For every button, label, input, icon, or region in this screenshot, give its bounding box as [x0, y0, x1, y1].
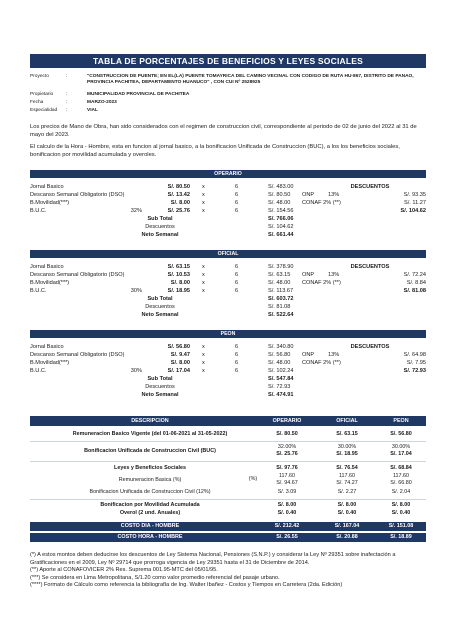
meta-colon: :	[66, 108, 68, 113]
summary-value: S/. 151.08	[388, 523, 414, 529]
footnote: (***) Se considera en Lima Metropolitana, S/1.20 como valor promedio referencial del pasaje urbano.	[30, 574, 280, 581]
cell-value: S/. 766.06	[268, 216, 294, 222]
cell-six: 6	[235, 264, 239, 270]
footnote: (****) Formato de Cálculo como referencia la bibliografía de Ing. Walter Ibañez - Costos y Tiempos en Carretera (2da. Edición)	[30, 582, 343, 589]
summary-row-costo-hora	[30, 533, 426, 542]
section-header: OPERARIO	[30, 170, 426, 178]
cell-value: S/. 661.44	[268, 232, 294, 238]
meta-label: Especialidad	[30, 108, 58, 113]
cell-label: B.Movilidad(***)	[30, 360, 70, 366]
summary-header	[30, 416, 426, 426]
cell-base: S/. 18.95	[167, 288, 190, 294]
cell-r2: DESCUENTOS	[350, 184, 390, 190]
cell-tot: S/. 340.80	[268, 344, 294, 350]
cell-six: 6	[235, 352, 239, 358]
cell-label: B.U.C.	[30, 208, 47, 214]
summary-value: 117.60	[278, 473, 296, 479]
cell-tot: S/. 102.24	[268, 368, 294, 374]
cell-x: x	[202, 200, 205, 206]
summary-label: COSTO DIA - HOMBRE	[120, 523, 180, 529]
cell-base: S/. 56.80	[167, 344, 190, 350]
cell-label: B.U.C.	[30, 288, 47, 294]
section-row	[30, 271, 426, 279]
cell-r1: ONP	[302, 272, 315, 278]
footnote: (*) A estos montos deben deducirse los descuentos de Ley Sistema Nacional, Pensiones (S.N.P.) y considerar la Ley Nº 29351 sobre inafectación a Gratificaciones en el 2009, Ley Nº 29714 que prorroga vigencia de Ley 29351 hasta el 31 de Diciembre de 2014.	[30, 552, 396, 566]
cell-base: S/. 63.15	[167, 264, 190, 270]
percent-marker: (%)	[248, 476, 258, 482]
summary-label: Remuneracion Basica (%)	[118, 477, 182, 483]
cell-base: S/. 8.00	[170, 280, 190, 286]
cell-value: S/. 547.84	[268, 376, 294, 382]
summary-label: Bonificacion Unificada de Construccion Civil (BUC)	[84, 448, 216, 454]
cell-six: 6	[235, 344, 239, 350]
section-header: PEON	[30, 330, 426, 338]
cell-r3: S/. 8.84	[406, 280, 426, 286]
summary-row-costo-dia	[30, 522, 426, 531]
cell-x: x	[202, 344, 205, 350]
summary-value: 117.60	[338, 473, 356, 479]
summary-value: S/. 2.04	[391, 489, 411, 495]
meta-colon: :	[66, 92, 68, 97]
summary-value: S/. 8.00	[391, 502, 411, 508]
cell-label: B.Movilidad(***)	[30, 280, 70, 286]
cell-base: S/. 8.00	[170, 200, 190, 206]
cell-r3: S/. 11.27	[404, 200, 426, 206]
summary-value: S/. 3.09	[277, 489, 297, 495]
footnote: (**) Aporte al CONAFOVICER 2% Res. Suprema 001.95-MTC del 05/01/95.	[30, 567, 218, 574]
cell-x: x	[202, 192, 205, 198]
intro-paragraph: Los precios de Mano de Obra, han sido considerados con el regimen de construccion civil, correspondiente al periodo de 02 de junio del 2022 al 31 de mayo del 2023.	[30, 124, 417, 138]
cell-x: x	[202, 264, 205, 270]
summary-label: Overol (2 und. Anuales)	[119, 510, 181, 516]
summary-label: Remuneracion Basico Vigente (del 01-06-2021 al 31-05-2022)	[72, 431, 228, 437]
section-sub-total	[30, 215, 426, 223]
section-header: OFICIAL	[30, 250, 426, 258]
summary-value: S/. 94.67	[276, 480, 298, 486]
summary-value: S/. 18.89	[390, 534, 412, 540]
summary-value: S/. 76.54	[336, 465, 358, 471]
cell-six: 6	[235, 280, 239, 286]
cell-label: Sub Total	[147, 296, 173, 302]
cell-x: x	[202, 184, 205, 190]
summary-value: 117.60	[392, 473, 410, 479]
cell-base: S/. 25.76	[167, 208, 190, 214]
cell-r3: S/. 64.98	[403, 352, 426, 358]
cell-base: S/. 80.50	[167, 184, 190, 190]
cell-label: Jornal Basico	[30, 184, 64, 190]
cell-pct: 32%	[130, 208, 142, 214]
cell-label: Descanso Semanal Obligatorio (DSO)	[30, 272, 125, 278]
summary-value: S/. 80.50	[276, 431, 298, 437]
cell-label: Descuentos	[145, 384, 175, 390]
cell-x: x	[202, 208, 205, 214]
meta-value: "CONSTRUCCION DE PUENTE; EN EL(LA) PUENTE TOMAYRICA DEL CAMINO VECINAL CON CODIGO DE RUTA HU-867, DISTRITO DE PANAO, PROVINCIA PACHITEA, DEPARTAMENTO HUANUCO" , CON CUI Nº 2528925	[87, 74, 414, 85]
cell-tot: S/. 483.00	[268, 184, 294, 190]
cell-r3: S/. 72.93	[403, 368, 426, 374]
section-sub-total	[30, 295, 426, 303]
cell-x: x	[202, 288, 205, 294]
summary-value: S/. 26.55	[276, 534, 298, 540]
meta-label: Proyecto	[30, 74, 49, 79]
cell-value: S/. 81.08	[268, 304, 291, 310]
cell-label: B.U.C.	[30, 368, 47, 374]
section-row	[30, 191, 426, 199]
summary-value: S/. 20.88	[336, 534, 358, 540]
cell-tot: S/. 80.50	[268, 192, 291, 198]
cell-tot: S/. 48.00	[268, 360, 291, 366]
divider	[30, 499, 426, 500]
section-row	[30, 279, 426, 287]
cell-base: S/. 9.47	[170, 352, 190, 358]
cell-six: 6	[235, 360, 239, 366]
cell-r1: CONAF 2% (**)	[302, 280, 341, 286]
section-row	[30, 199, 426, 207]
cell-pct: 30%	[130, 288, 142, 294]
cell-x: x	[202, 360, 205, 366]
summary-header-oficial: OFICIAL	[336, 418, 358, 424]
section-row	[30, 207, 426, 215]
section-row	[30, 359, 426, 367]
cell-base: S/. 17.04	[167, 368, 190, 374]
meta-value: VIAL	[87, 108, 98, 113]
meta-colon: :	[66, 100, 68, 105]
cell-r2: 13%	[328, 272, 340, 278]
summary-value: S/. 74.27	[336, 480, 358, 486]
summary-value: S/. 8.00	[337, 502, 357, 508]
section-row	[30, 287, 426, 295]
cell-tot: S/. 48.00	[268, 200, 291, 206]
cell-pct: 30%	[130, 368, 142, 374]
summary-value: 30.00%	[337, 444, 357, 450]
section-descuentos	[30, 303, 426, 311]
cell-tot: S/. 63.15	[268, 272, 291, 278]
summary-value: S/. 25.76	[276, 451, 298, 457]
summary-value: S/. 2.27	[337, 489, 357, 495]
meta-value: MARZO-2023	[87, 100, 117, 105]
cell-label: Descuentos	[145, 224, 175, 230]
cell-label: Jornal Basico	[30, 264, 64, 270]
summary-value: S/. 63.15	[336, 431, 358, 437]
section-row	[30, 351, 426, 359]
cell-six: 6	[235, 184, 239, 190]
summary-value: 32.00%	[277, 444, 297, 450]
summary-header-operario: OPERARIO	[272, 418, 302, 424]
summary-value: S/. 66.80	[390, 480, 412, 486]
summary-header-peon: PEON	[393, 418, 409, 424]
cell-base: S/. 8.00	[170, 360, 190, 366]
cell-r2: 13%	[328, 192, 340, 198]
cell-six: 6	[235, 272, 239, 278]
meta-label: Fecha	[30, 100, 44, 105]
cell-r3: S/. 104.62	[400, 208, 426, 214]
section-descuentos	[30, 383, 426, 391]
cell-value: S/. 104.62	[268, 224, 294, 230]
cell-base: S/. 10.53	[167, 272, 190, 278]
section-row	[30, 367, 426, 375]
cell-six: 6	[235, 208, 239, 214]
cell-label: Sub Total	[147, 376, 173, 382]
intro-paragraph-2: El calculo de la Hora - Hombre, esta en funcion al jornal basico, a la bonificacion Unificada de Construccion (BUC), a los los beneficios sociales, bonificacion por movilidad acumulada y overoles.	[30, 144, 400, 158]
cell-label: Descanso Semanal Obligatorio (DSO)	[30, 192, 125, 198]
cell-r1: CONAF 2% (**)	[302, 200, 341, 206]
summary-value: S/. 167.04	[334, 523, 360, 529]
summary-value: S/. 212.42	[274, 523, 300, 529]
cell-six: 6	[235, 200, 239, 206]
cell-six: 6	[235, 192, 239, 198]
summary-label: Bonificacion Unificada de Construccion Civil (12%)	[89, 489, 211, 495]
cell-label: Neto Semanal	[141, 392, 179, 398]
cell-x: x	[202, 352, 205, 358]
cell-tot: S/. 48.00	[268, 280, 291, 286]
summary-label: Bonificacion por Movilidad Acumulada	[100, 502, 200, 508]
cell-six: 6	[235, 368, 239, 374]
section-descuentos	[30, 223, 426, 231]
cell-tot: S/. 378.90	[268, 264, 294, 270]
section-neto	[30, 391, 426, 399]
cell-label: Neto Semanal	[141, 312, 179, 318]
summary-value: 30.00%	[391, 444, 411, 450]
cell-r1: ONP	[302, 192, 315, 198]
summary-value: S/. 17.04	[390, 451, 412, 457]
summary-label: COSTO HORA - HOMBRE	[117, 534, 183, 540]
cell-label: B.Movilidad(***)	[30, 200, 70, 206]
divider	[30, 461, 426, 462]
cell-r2: 13%	[328, 352, 340, 358]
footnotes	[30, 552, 430, 590]
cell-tot: S/. 113.67	[268, 288, 294, 294]
cell-label: Descuentos	[145, 304, 175, 310]
cell-r3: S/. 93.35	[403, 192, 426, 198]
cell-value: S/. 72.93	[268, 384, 291, 390]
cell-x: x	[202, 368, 205, 374]
cell-label: Neto Semanal	[141, 232, 179, 238]
meta-value: MUNICIPALIDAD PROVINCIAL DE PACHITEA	[87, 92, 190, 97]
summary-value: S/. 0.40	[277, 510, 297, 516]
cell-r3: S/. 72.24	[403, 272, 426, 278]
meta-colon: :	[66, 74, 68, 79]
cell-label: Descanso Semanal Obligatorio (DSO)	[30, 352, 125, 358]
summary-header-desc: DESCRIPCION	[131, 418, 169, 424]
section-neto	[30, 231, 426, 239]
page-title: TABLA DE PORCENTAJES DE BENEFICIOS Y LEYES SOCIALES	[30, 54, 426, 68]
summary-value: S/. 68.84	[390, 465, 412, 471]
summary-value: S/. 0.40	[391, 510, 411, 516]
cell-r3: S/. 81.08	[403, 288, 426, 294]
cell-r3: S/. 7.95	[406, 360, 426, 366]
divider	[30, 441, 426, 442]
section-neto	[30, 311, 426, 319]
cell-label: Jornal Basico	[30, 344, 64, 350]
cell-label: Sub Total	[147, 216, 173, 222]
summary-value: S/. 97.76	[276, 465, 298, 471]
summary-value: S/. 8.00	[277, 502, 297, 508]
section-row	[30, 183, 426, 191]
summary-value: S/. 18.95	[336, 451, 358, 457]
cell-value: S/. 474.91	[268, 392, 294, 398]
cell-r1: CONAF 2% (**)	[302, 360, 341, 366]
summary-value: S/. 0.40	[337, 510, 357, 516]
cell-six: 6	[235, 288, 239, 294]
section-sub-total	[30, 375, 426, 383]
cell-r2: DESCUENTOS	[350, 264, 390, 270]
cell-r2: DESCUENTOS	[350, 344, 390, 350]
summary-value: S/. 56.80	[390, 431, 412, 437]
cell-tot: S/. 154.56	[268, 208, 294, 214]
summary-label: Leyes y Beneficios Sociales	[114, 465, 186, 471]
cell-r1: ONP	[302, 352, 315, 358]
meta-label: Propietario	[30, 92, 54, 97]
cell-tot: S/. 56.80	[268, 352, 291, 358]
section-row	[30, 343, 426, 351]
cell-x: x	[202, 280, 205, 286]
cell-x: x	[202, 272, 205, 278]
section-row	[30, 263, 426, 271]
cell-value: S/. 603.72	[268, 296, 294, 302]
cell-value: S/. 522.64	[268, 312, 294, 318]
cell-base: S/. 13.42	[167, 192, 190, 198]
